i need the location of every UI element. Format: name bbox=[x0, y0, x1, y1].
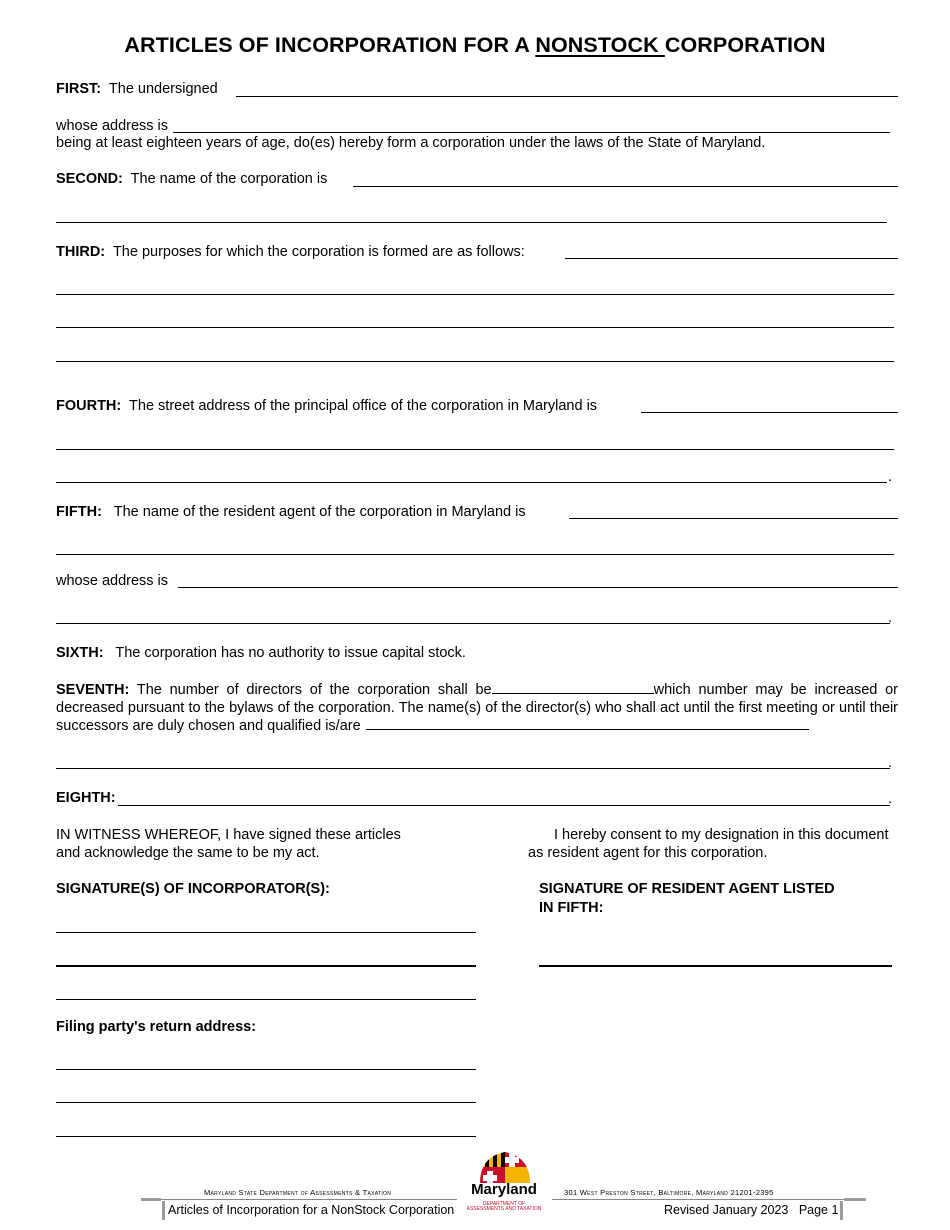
page-title: ARTICLES OF INCORPORATION FOR A NONSTOCK CORPORATION bbox=[124, 33, 826, 57]
return-address-heading: Filing party's return address: bbox=[56, 1019, 257, 1035]
sixth-article: SIXTH: The corporation has no authority to issue capital stock. bbox=[56, 645, 466, 661]
return-address-field-1[interactable] bbox=[56, 1069, 476, 1070]
resident-agent-address-field-2[interactable] bbox=[56, 623, 890, 624]
principal-office-field-2[interactable] bbox=[56, 449, 894, 450]
purposes-field-4[interactable] bbox=[56, 361, 894, 362]
incorporator-signature-heading: SIGNATURE(S) OF INCORPORATOR(S): bbox=[56, 881, 330, 897]
purposes-field-3[interactable] bbox=[56, 327, 894, 328]
third-article: THIRD: The purposes for which the corporation is formed are as follows: bbox=[56, 244, 525, 260]
footer-bracket-right bbox=[840, 1201, 843, 1220]
logo-sub-1: DEPARTMENT OF bbox=[482, 1201, 526, 1207]
incorporator-signature-field-2[interactable] bbox=[56, 965, 476, 967]
agent-signature-heading-2: IN FIFTH: bbox=[539, 900, 604, 916]
directors-names-field[interactable] bbox=[366, 717, 809, 730]
footer-bar-right bbox=[844, 1198, 866, 1201]
incorporator-signature-field-3[interactable] bbox=[56, 999, 476, 1000]
purposes-field-2[interactable] bbox=[56, 294, 894, 295]
second-article: SECOND: The name of the corporation is bbox=[56, 171, 328, 187]
period: . bbox=[888, 610, 893, 626]
logo-sub-2: ASSESSMENTS AND TAXATION bbox=[466, 1206, 542, 1212]
resident-agent-address-field[interactable] bbox=[178, 587, 898, 588]
fifth-article: FIFTH: The name of the resident agent of the corporation in Maryland is bbox=[56, 504, 526, 520]
witness-line-2: and acknowledge the same to be my act. bbox=[56, 845, 320, 861]
directors-count-field[interactable] bbox=[492, 681, 654, 694]
period: . bbox=[888, 755, 893, 771]
logo-wordmark: Maryland bbox=[471, 1181, 537, 1198]
first-article: FIRST: The undersigned bbox=[56, 81, 218, 97]
fifth-address-label: whose address is bbox=[56, 573, 169, 589]
footer-revised: Revised January 2023 Page 1 bbox=[664, 1203, 839, 1217]
consent-line-2: as resident agent for this corporation. bbox=[528, 845, 768, 861]
resident-agent-name-field[interactable] bbox=[569, 518, 898, 519]
return-address-field-2[interactable] bbox=[56, 1102, 476, 1103]
footer-form-name: Articles of Incorporation for a NonStock Corporation bbox=[168, 1203, 455, 1217]
purposes-field[interactable] bbox=[565, 258, 898, 259]
incorporator-address-field[interactable] bbox=[173, 132, 890, 133]
page-number: Page 1 bbox=[798, 1203, 839, 1217]
principal-office-field-3[interactable] bbox=[56, 482, 887, 483]
agent-signature-field[interactable] bbox=[539, 965, 892, 967]
incorporator-signature-field-1[interactable] bbox=[56, 932, 476, 933]
footer-rule-left bbox=[161, 1199, 457, 1200]
footer-department: Maryland State Department of Assessments & Taxation bbox=[204, 1188, 392, 1197]
footer-address: 301 West Preston Street, Baltimore, Maryland 21201-2395 bbox=[564, 1188, 774, 1197]
period: . bbox=[888, 469, 893, 485]
consent-line-1: I hereby consent to my designation in this document bbox=[554, 827, 889, 843]
maryland-flag-icon bbox=[477, 1149, 533, 1185]
first-address-label: whose address is bbox=[56, 118, 169, 134]
corporation-name-field[interactable] bbox=[353, 186, 898, 187]
footer-bar-left bbox=[141, 1198, 161, 1201]
directors-names-field-2[interactable] bbox=[56, 768, 890, 769]
seventh-article: SEVENTH: The number of directors of the corporation shall be which number may be increased or decreased pursuant to the bylaws of the corporation. The name(s) of the director(s) who shall act until the first meeting or until their successors are duly chosen and qualified is/are bbox=[56, 682, 898, 734]
period: . bbox=[888, 791, 893, 807]
fourth-article: FOURTH: The street address of the principal office of the corporation in Maryland is bbox=[56, 398, 598, 414]
resident-agent-name-field-2[interactable] bbox=[56, 554, 894, 555]
agent-signature-heading-1: SIGNATURE OF RESIDENT AGENT LISTED bbox=[539, 881, 835, 897]
first-statement: being at least eighteen years of age, do(es) hereby form a corporation under the laws of the State of Maryland. bbox=[56, 135, 766, 151]
eighth-field[interactable] bbox=[118, 805, 890, 806]
eighth-article: EIGHTH: bbox=[56, 790, 116, 806]
witness-line-1: IN WITNESS WHEREOF, I have signed these articles bbox=[56, 827, 401, 843]
return-address-field-3[interactable] bbox=[56, 1136, 476, 1137]
footer-bracket-left bbox=[162, 1201, 165, 1220]
footer-rule-right bbox=[552, 1199, 844, 1200]
incorporator-name-field[interactable] bbox=[236, 96, 898, 97]
principal-office-field[interactable] bbox=[641, 412, 898, 413]
corporation-name-field-2[interactable] bbox=[56, 222, 887, 223]
